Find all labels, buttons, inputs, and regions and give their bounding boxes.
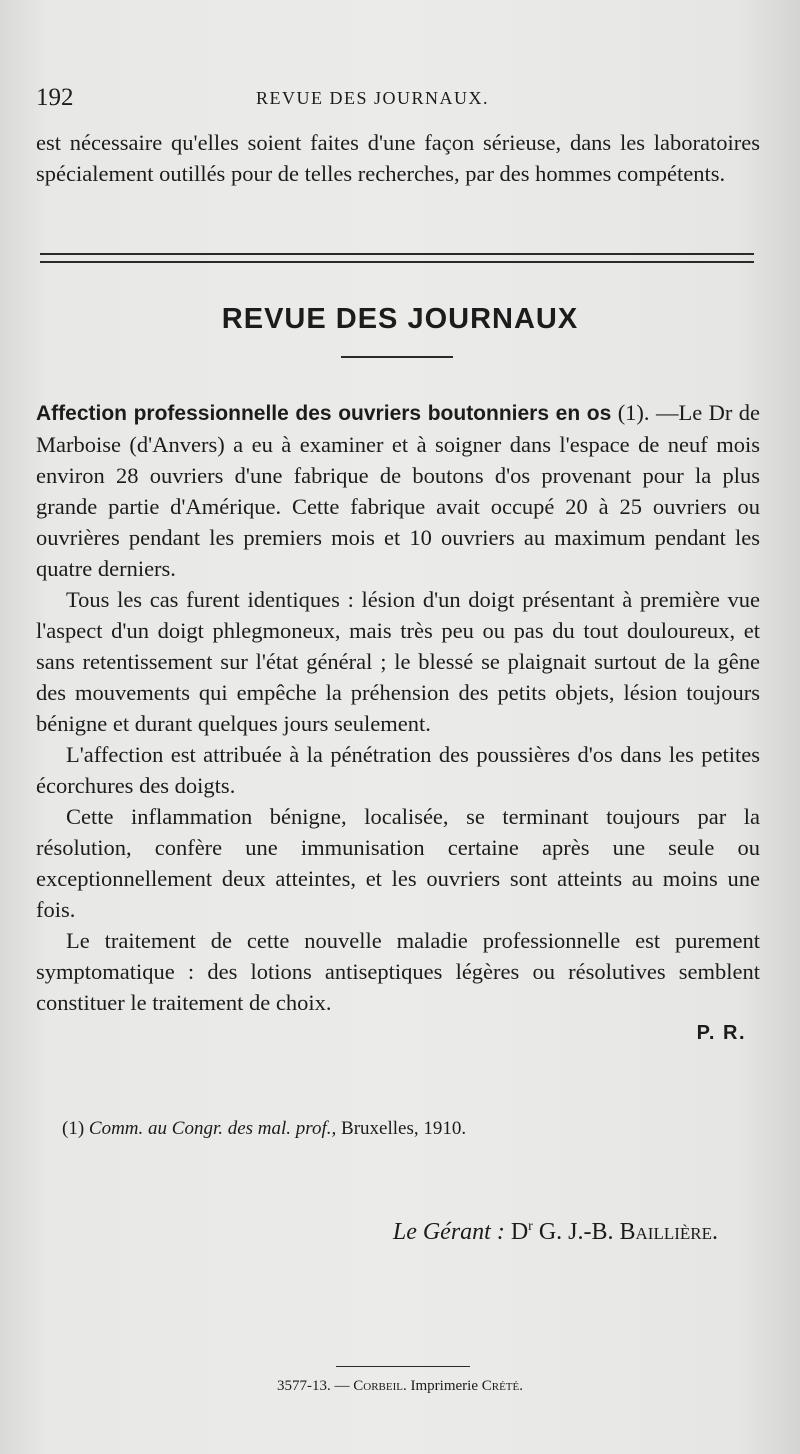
article-paragraph: Le traitement de cette nouvelle maladie professionnelle est purement symptomatique : des lotions antiseptiques légères ou résolutives semblent constituer le traitement de choix. (36, 928, 760, 1015)
heading-underline (341, 356, 453, 358)
imprint-number: 3577-13. — (277, 1378, 350, 1394)
carryover-paragraph (36, 127, 760, 189)
section-divider (40, 253, 754, 263)
imprint-line (0, 1378, 800, 1395)
article-paragraph: L'affection est attribuée à la pénétration des poussières d'os dans les petites écorchures des doigts. (36, 742, 760, 798)
running-header (36, 84, 756, 110)
footnote-marker: (1) (62, 1118, 85, 1139)
article-paragraph: Tous les cas furent identiques : lésion d'un doigt présentant à première vue l'aspect d'un doigt phlegmoneux, mais très peu ou pas du tout douloureux, et sans retentissement sur l'état général ; le blessé se plaignait surtout de la gêne des mouvements qui empêche la préhension des petits objets, lésion toujours bénigne et durant quelques jours seulement. (36, 587, 760, 736)
gerant-label: Le Gérant : (392, 1219, 505, 1245)
footnote-reference: (1). (617, 400, 650, 425)
article (36, 397, 760, 1049)
gerant-line (0, 1219, 718, 1246)
imprint-printer: Crété. (481, 1378, 523, 1394)
running-title: REVUE DES JOURNAUX. (256, 88, 490, 108)
gerant-surname: Baillière. (619, 1219, 718, 1245)
footnote (62, 1118, 762, 1140)
section-heading: REVUE DES JOURNAUX (221, 303, 579, 335)
article-paragraph: —Le Dr de Marboise (d'Anvers) a eu à examiner et à soigner dans l'espace de neuf mois environ 28 ouvriers d'une fabrique de boutons d'os provenant pour la plus grande partie d'Amérique. Cette fabrique avait occupé 20 à 25 ouvriers ou ouvrières pendant les premiers mois et 10 ouvriers au maximum pendant les quatre derniers. (36, 400, 760, 581)
article-signature: P. R. (696, 1022, 746, 1044)
imprint-divider (336, 1366, 470, 1367)
gerant-title: $D^r$ (510, 1219, 533, 1245)
footnote-place-year: Bruxelles, 1910. (341, 1118, 467, 1139)
article-paragraph: Cette inflammation bénigne, localisée, se terminant toujours par la résolution, confère une immunisation certaine après une seule ou exceptionnellement deux atteintes, et les ouvriers sont atteints au moins une fois. (36, 804, 760, 922)
gerant-initials: G. J.-B. (538, 1219, 614, 1245)
footnote-source: Comm. au Congr. des mal. prof., (88, 1118, 337, 1139)
article-first-paragraph (36, 397, 760, 584)
carryover-text: est nécessaire qu'elles soient faites d'une façon sérieuse, dans les laboratoires spécialement outillés pour de telles recherches, par des hommes compétents. (36, 130, 760, 186)
article-title: Affection professionnelle des ouvriers boutonniers en os (36, 402, 612, 425)
imprint-press: Imprimerie (410, 1378, 478, 1394)
imprint-city: Corbeil. (353, 1378, 407, 1394)
page-number: 192 (36, 84, 74, 111)
